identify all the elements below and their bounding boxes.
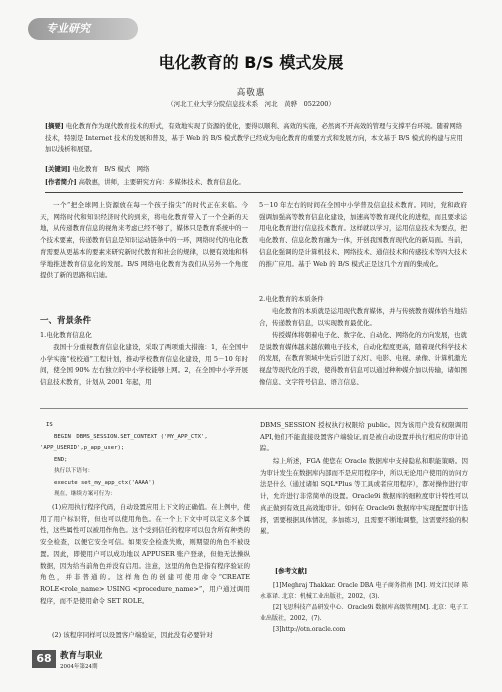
subsection-heading-informatization: 1.电化教育信息化: [40, 331, 92, 339]
code-line: execute set_my_app_ctx('AAAA'): [54, 479, 156, 486]
keywords: [45, 164, 463, 176]
author-info-text: 高敬惠，讲师，主要研究方向：多媒体技术、教育信息化。: [78, 178, 245, 186]
publication-name: 教育与职业: [60, 651, 103, 661]
author-name: 高敬惠: [236, 88, 266, 98]
author-info-label: [作者简介]: [45, 178, 77, 186]
right-column-paragraph-2: 电化教育的本质就是运用现代教育媒体，并与传统教育媒体恰当地结合，传递教育信息，以实现教育最优化。: [259, 307, 467, 327]
keywords-label: [关键词]: [45, 165, 71, 173]
section-tag: 专业研究: [28, 18, 138, 40]
code-line: END;: [54, 456, 68, 463]
reference-item: [3]http://otn.oracle.com: [273, 626, 346, 633]
code-line: IS: [46, 422, 53, 428]
issue-label: 2004年第24期: [60, 664, 98, 670]
code-line: BEGIN DBMS_SESSION.SET_CONTEXT ('MY_APP_CTX',: [54, 433, 208, 440]
code-line: 现在，继续方案可行为：: [54, 491, 116, 497]
lower-left-paragraph-1: (1)应用执行程序代码，自动设置应用上下文的正确值。在上例中，使用了用户标识符，但也可以使用角色。在一个上下文中可以定义多个属性，这些属性可以被用作角色。这个受到信任的程序可以包含所有种类的安全检查，以便它安全可信。如果安全检查失败，则期望的角色不被设置。因此，即使用户可以成功地以 APPUSER 账户登录，但他无法操纵数据，因为给当前角色并没有启用。注意，这里的角色是指有程序验证的角色，并非普通的。这样角色的创建可使用命令“CREATE ROLE<role_name> USING <procedure_name>”，用户通过调用程序，而不是使用命令 SET ROLE。: [40, 503, 250, 605]
lower-right-paragraph-1: DBMS_SESSION 授权执行权限给 public。因为该用户没有权限调用 API,他们不能直接设置客户端验证,而是被自动设置并执行相应的审计追踪。: [260, 421, 468, 453]
references-heading: [参考文献]: [275, 567, 308, 575]
code-line: 执行以下语句：: [54, 468, 94, 474]
abstract-label: [摘要]: [45, 122, 64, 130]
keywords-text: 电化教育 B/S 模式 网络: [72, 165, 150, 173]
right-column-paragraph-1: 5－10 年左右的时间在全国中小学普及信息技术教育。同时，党和政府强调加强高等教育信息化建设，加速高等教育现代化的进程，而且要求运用电化教育进行信息技术教育。这样就以学习，运用信息技术为要点，把电化教育、信息化教育融为一体，开创我国教育现代化的新局面。当前，信息化强调的是计算机技术、网络技术、通信技术和传感技术等四大技术的推广应用。基于 Web 的 B/S 模式正是这几个方面的集成化。: [259, 201, 467, 268]
right-column-paragraph-3: 传授媒体将朝着电子化、数字化、自动化、网络化的方向发展，也就是说教育媒体越来越依赖电子技术，自动化程度更高，随着现代科学技术的发展，在教育领域中先后引进了幻灯、电影、电视、录像、计算机激光视盘等现代化的手段，使得教育信息可以通过种种媒介加以传输，诸如图像信息、文字符号信息、语言信息、: [259, 331, 467, 386]
abstract: [45, 121, 463, 156]
code-listing: [40, 420, 250, 501]
section-heading-background: 一、背景条件: [40, 316, 92, 326]
abstract-divider: [45, 192, 463, 193]
article-divider: [40, 408, 468, 409]
article-title: 电化教育的 B/S 模式发展: [158, 53, 344, 72]
abstract-text: 电化教育作为现代教育技术的形式，有效地实现了资源的优化，要得以顺利、高效的实施，必然离不开高效的管理与支撑平台环境。随着网络技术，特别是 Internet 技术的发展和普及，基于 Web 的 B/S 模式教学已经成为电化教育的重要方式和发展方向，本文基于 B/S 模式的构建与应用加以浅析和展望。: [45, 122, 463, 153]
reference-item: [1]Meghraj Thakkar. Oracle DBA 电子商务指南 [M]. 周文江民译 陈永革译. 北京：机械工业出版社，2002，(3).: [260, 582, 468, 600]
author-info: [45, 177, 463, 189]
left-column-paragraph-2: 我国十分重视教育信息化建设，采取了两项重大措施：1，在全国中小学实施“校校通”工程计划，推动学校教育信息化建设，用 5－10 年时间，使全国 90% 左右独立的中小学校能够上网。2，在全国中小学开展信息技术教育，计划从 2001 年起，用: [40, 343, 248, 387]
lower-left-paragraph-2: (2) 该程序同样可以设置客户端验证，因此没有必要针对: [52, 631, 213, 639]
code-line: 'APP_USERID',p_app_user);: [40, 445, 125, 451]
left-column-paragraph-1: 一个“把全球网上资源放在每一个孩子指尖”的时代正在来临。今天，网络时代和知识经济时代的到来，将电化教育带入了一个全新的天地，从传递教育信息的视角来考虑已经不够了，媒体只是教育系统中的一个技术要素，传递教育信息是知识运动链条中的一环，网络时代的电化教育需要从更基本的要素来研究新时代教育和社会的规律，以便有效地和科学地推进教育信息化的发展。B/S 网络电化教育为我们从另外一个角度提供了新的思路和启迪。: [40, 201, 248, 280]
author-affiliation: （河北工业大学分院信息技术系 河北 黄骅 052200）: [167, 100, 335, 108]
page-number: 68: [32, 650, 56, 668]
lower-right-paragraph-2: 综上所述，FGA 使您在 Oracle 数据库中支持隐私和职能策略。因为审计发生在数据库内部而不是应用程序中，所以无论用户使用的访问方法是什么（通过诸如 SQL*Plus 等工具或者应用程序），都对操作进行审计，允许进行非常简单的设置。Oracle9i 数据库的细粒度审计特性可以真正做到有效且高效地审计。如何在 Oracle9i 数据库中实现配置审计选择，需要根据具体情况，多加练习，且需要不断地调整，这需要经验的积累。: [260, 457, 468, 536]
reference-item: [2]飞思科技产品研发中心．Oracle9i 数据库高级管理[M]. 北京：电子工业出版社，2002，(7).: [260, 604, 468, 622]
subsection-heading-essence: 2.电化教育的本质条件: [259, 295, 324, 303]
references-list: [260, 580, 468, 635]
